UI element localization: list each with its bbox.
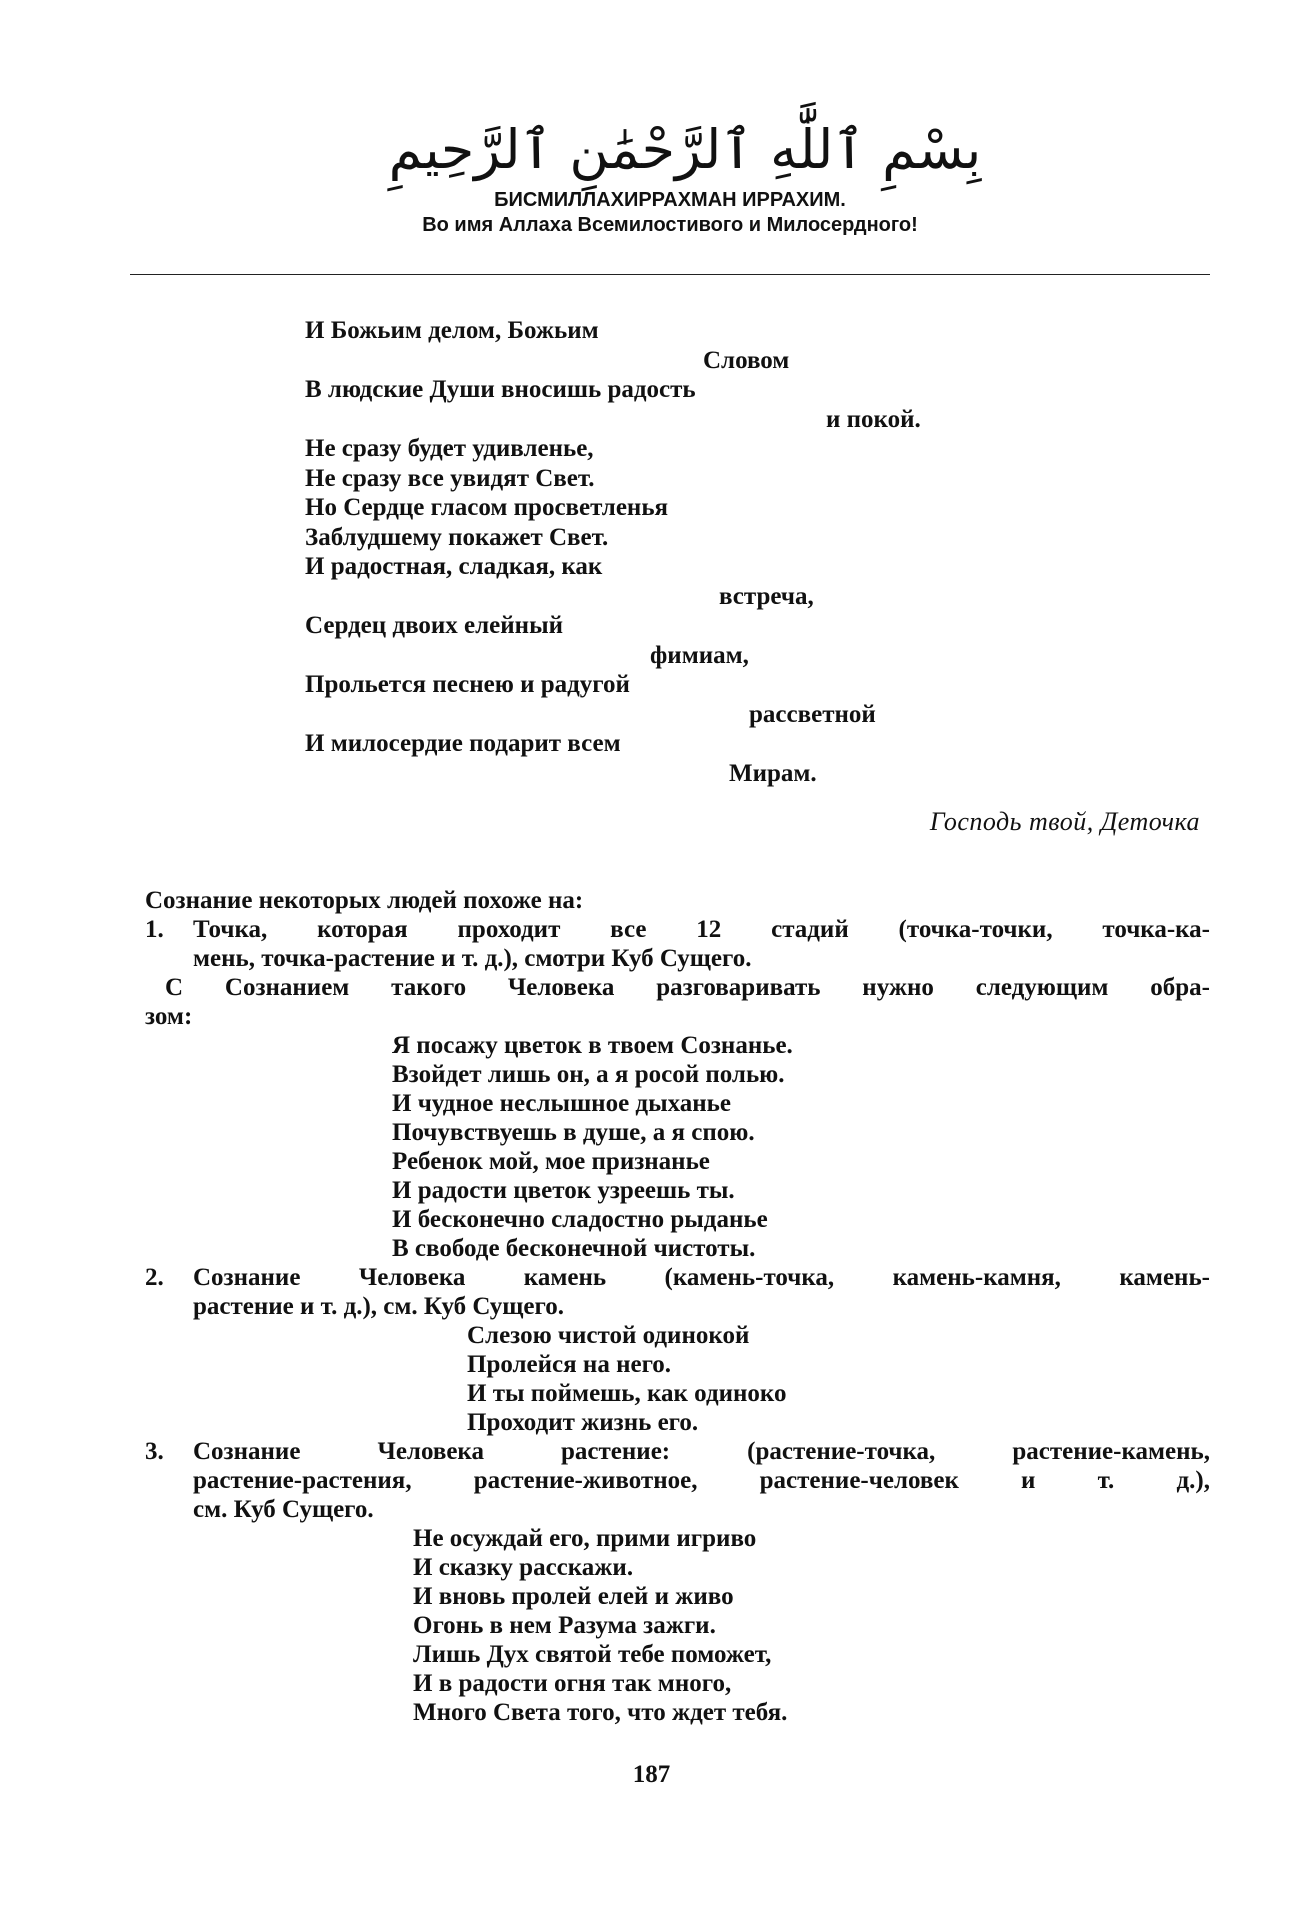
poem-line: Не сразу будет удивленье,: [305, 435, 594, 462]
list-item-2: [145, 1263, 1210, 1321]
list-item-1: [145, 915, 1210, 973]
verse-line: Ребенок мой, мое признанье: [392, 1148, 710, 1175]
poem-line: Словом: [703, 346, 790, 374]
list-number: 2.: [145, 1264, 164, 1291]
body-paragraph: зом:: [145, 1003, 193, 1030]
poem-line: И Божьим делом, Божьим: [305, 317, 599, 344]
verse-line: Почувствуешь в душе, а я спою.: [392, 1119, 755, 1146]
verse-line: В свободе бесконечной чистоты.: [392, 1235, 756, 1262]
opening-poem: [305, 316, 921, 788]
verse-line: Огонь в нем Разума зажги.: [413, 1612, 716, 1639]
poem-line: Мирам.: [729, 759, 817, 787]
verse-line: Лишь Дух святой тебе поможет,: [413, 1641, 772, 1668]
poem-line: Прольется песнею и радугой: [305, 671, 630, 698]
list-item-text: мень, точка-растение и т. д.), смотри Куб Сущего.: [193, 945, 752, 972]
page-header: [130, 112, 1210, 238]
verse-block: [413, 1524, 1210, 1727]
verse-line: И радости цветок узреешь ты.: [392, 1177, 735, 1204]
header-divider: [130, 274, 1210, 275]
list-item-text: Точка, которая проходит все 12 стадий (точка-точки, точка-ка-: [193, 916, 1210, 943]
poem-line: Заблудшему покажет Свет.: [305, 523, 609, 551]
poem-line: фимиам,: [650, 641, 749, 669]
list-item-text: растение-растения, растение-животное, растение-человек и т. д.),: [193, 1467, 1210, 1494]
verse-line: Взойдет лишь он, а я росой полью.: [392, 1061, 785, 1088]
list-number: 3.: [145, 1438, 164, 1465]
poem-line: И милосердие подарит всем: [305, 730, 621, 757]
list-item-text: растение и т. д.), см. Куб Сущего.: [193, 1293, 564, 1320]
verse-line: Проходит жизнь его.: [467, 1409, 699, 1436]
list-item-3: [145, 1437, 1210, 1524]
verse-line: Не осуждай его, прими игриво: [413, 1525, 757, 1552]
list-item-text: см. Куб Сущего.: [193, 1496, 374, 1523]
poem-line: И радостная, сладкая, как: [305, 553, 603, 580]
list-item-text: Сознание Человека камень (камень-точка, камень-камня, камень-: [193, 1264, 1210, 1291]
header-transliteration: БИСМИЛЛАХИРРАХМАН ИРРАХИМ.: [494, 189, 846, 211]
poem-line: Но Сердце гласом просветленья: [305, 494, 669, 521]
page-number: 187: [632, 1761, 671, 1788]
verse-block: [392, 1031, 1210, 1263]
poem-line: Сердец двоих елейный: [305, 612, 564, 639]
verse-line: Слезою чистой одинокой: [467, 1322, 750, 1349]
poem-line: встреча,: [719, 582, 814, 610]
poem-line: рассветной: [749, 700, 876, 728]
body-paragraph: С Сознанием такого Человека разговаривать нужно следующим обра-: [165, 974, 1210, 1001]
verse-line: И вновь пролей елей и живо: [413, 1583, 734, 1610]
verse-line: Пролейся на него.: [467, 1351, 672, 1378]
verse-line: Много Света того, что ждет тебя.: [413, 1699, 788, 1726]
poem-line: В людские Души вносишь радость: [305, 376, 696, 403]
poem-line: Не сразу все увидят Свет.: [305, 464, 595, 492]
main-text: [145, 886, 1210, 1727]
intro-paragraph: Сознание некоторых людей похоже на:: [145, 887, 584, 914]
verse-line: И ты поймешь, как одиноко: [467, 1380, 787, 1407]
verse-line: И сказку расскажи.: [413, 1554, 634, 1581]
poem-signature: Господь твой, Деточка: [929, 807, 1200, 836]
poem-line: и покой.: [826, 405, 921, 433]
verse-block: [467, 1321, 1210, 1437]
list-number: 1.: [145, 916, 164, 943]
verse-line: И бесконечно сладостно рыданье: [392, 1206, 768, 1233]
header-translation: Во имя Аллаха Всемилостивого и Милосердного!: [422, 214, 918, 236]
basmala-calligraphy: بِسْمِ ٱللَّٰهِ ٱلرَّحْمَٰنِ ٱلرَّحِيمِ: [388, 118, 982, 181]
list-item-text: Сознание Человека растение: (растение-точка, растение-камень,: [193, 1438, 1210, 1465]
verse-line: Я посажу цветок в твоем Сознанье.: [392, 1032, 793, 1059]
verse-line: И чудное неслышное дыханье: [392, 1090, 731, 1117]
verse-line: И в радости огня так много,: [413, 1670, 732, 1697]
